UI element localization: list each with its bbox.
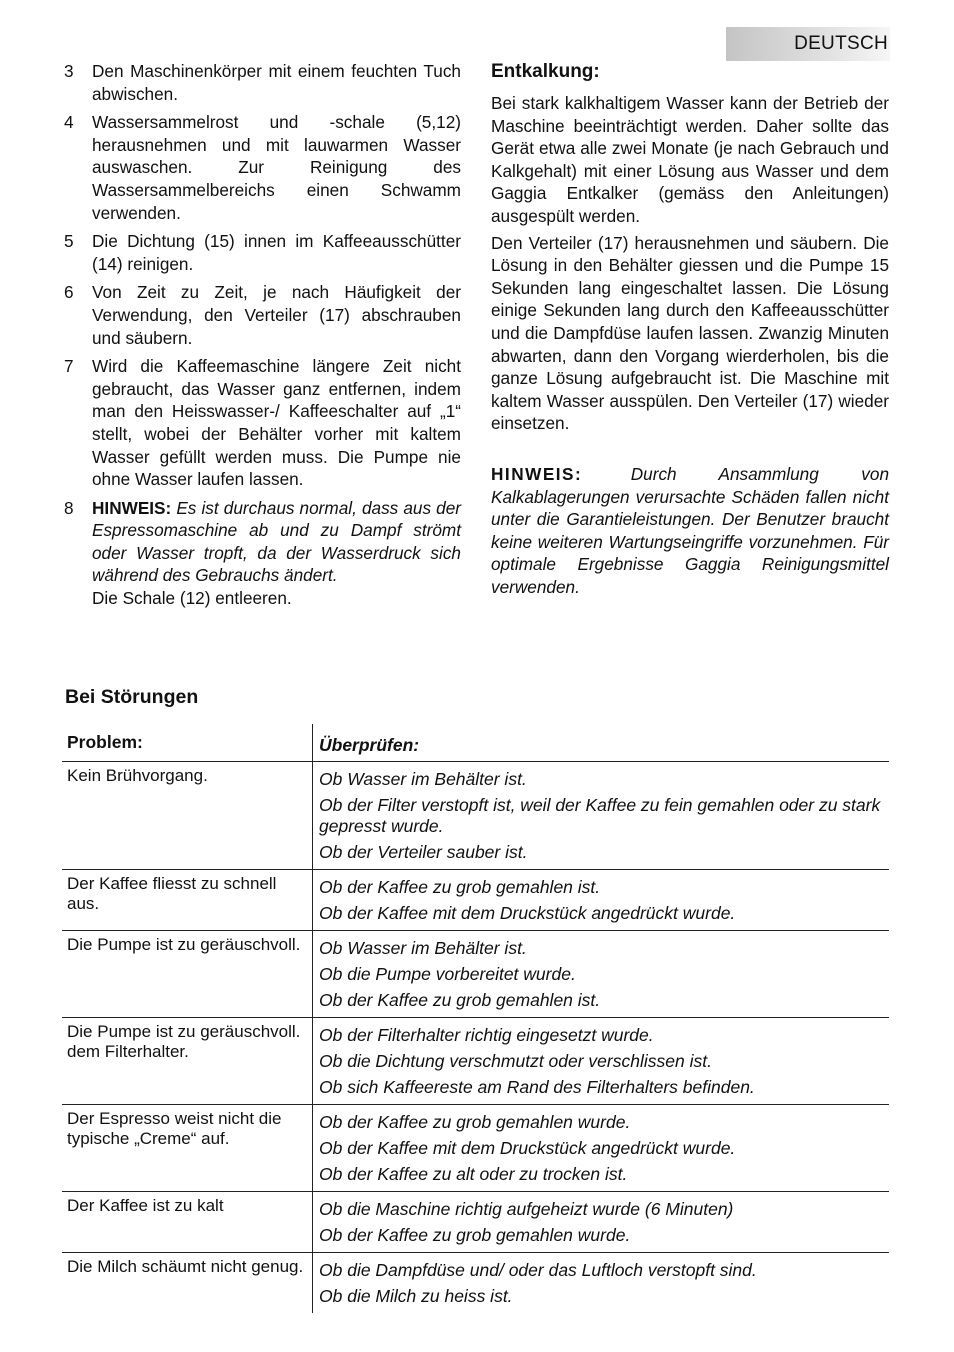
note-label: HINWEIS:	[491, 463, 583, 484]
table-row	[62, 1253, 889, 1313]
note-text: Es ist durchaus normal, dass aus der Espressomaschine ab und zu Dampf strömt oder Wasser tropft, da der Wasserdruck sich während des Gebrauchs ändert.	[92, 497, 461, 586]
step-7	[64, 355, 461, 491]
check-item: Ob die Dampfdüse und/ oder das Luftloch verstopft sind.	[319, 1259, 757, 1280]
step-number: 3	[64, 61, 74, 81]
language-tab: DEUTSCH	[726, 27, 890, 61]
troubleshooting-table	[62, 724, 889, 1313]
problem-cell: Kein Brühvorgang.	[67, 766, 208, 785]
step-number: 8	[64, 497, 74, 518]
table-row	[62, 870, 889, 931]
table-header	[62, 724, 889, 762]
step-number: 6	[64, 282, 74, 303]
problem-cell: Der Kaffee fliesst zu schnell aus.	[67, 874, 277, 913]
check-cell	[312, 1105, 889, 1191]
descaling-paragraph-1: Bei stark kalkhaltigem Wasser kann der Betrieb der Maschine beeinträchtigt werden. Daher sollte das Gerät etwa alle zwei Monate (je nach Gebrauch und Kalkgehalt) mit einer Lösung aus Wasser und dem Gaggia Entkalker (gemäss den Anleitungen) ausgespült werden.	[491, 93, 889, 226]
check-cell	[312, 762, 889, 869]
table-row	[62, 1192, 889, 1253]
step-3	[64, 60, 461, 105]
problem-cell: Der Espresso weist nicht die typische „Creme“ auf.	[67, 1109, 282, 1148]
check-item: Ob der Kaffee zu grob gemahlen wurde.	[319, 1111, 631, 1132]
check-item: Ob der Kaffee zu grob gemahlen wurde.	[319, 1224, 631, 1245]
step-text: Von Zeit zu Zeit, je nach Häufigkeit der Verwendung, den Verteiler (17) abschrauben und säubern.	[92, 282, 461, 348]
problem-cell: Die Milch schäumt nicht genug.	[67, 1257, 304, 1276]
step-extra: Die Schale (12) entleeren.	[92, 588, 292, 609]
table-row	[62, 1105, 889, 1192]
check-item: Ob die Milch zu heiss ist.	[319, 1285, 513, 1306]
step-text: Wird die Kaffeemaschine längere Zeit nicht gebraucht, das Wasser ganz entfernen, indem man den Heisswasser-/ Kaffeeschalter auf „1“ stellt, wobei der Behälter vorher mit kaltem Wasser gefüllt werden muss. Die Pumpe nie ohne Wasser laufen lassen.	[92, 356, 461, 490]
check-cell	[312, 931, 889, 1017]
check-item: Ob Wasser im Behälter ist.	[319, 937, 527, 958]
step-text: Den Maschinenkörper mit einem feuchten Tuch abwischen.	[92, 61, 461, 104]
step-number: 5	[64, 231, 74, 252]
step-8	[64, 497, 461, 610]
check-cell	[312, 1192, 889, 1252]
descaling-note	[491, 463, 889, 599]
check-item: Ob der Filterhalter richtig eingesetzt wurde.	[319, 1024, 654, 1045]
problem-cell: Die Pumpe ist zu geräuschvoll.	[67, 935, 301, 954]
check-item: Ob der Kaffee zu grob gemahlen ist.	[319, 989, 601, 1010]
check-item: Ob der Verteiler sauber ist.	[319, 841, 528, 862]
check-item: Ob der Kaffee mit dem Druckstück angedrückt wurde.	[319, 902, 736, 923]
check-item: Ob Wasser im Behälter ist.	[319, 768, 527, 789]
table-row	[62, 762, 889, 870]
column-header-check: Überprüfen:	[312, 724, 889, 761]
step-6	[64, 281, 461, 349]
step-text: Wassersammelrost und -schale (5,12) herausnehmen und mit lauwarmen Wasser auswaschen. Zur Reinigung des Wassersammelbereichs einen Schwamm verwenden.	[92, 112, 461, 223]
cleaning-steps	[64, 60, 461, 616]
column-header-problem: Problem:	[67, 732, 143, 752]
check-item: Ob die Dichtung verschmutzt oder verschlissen ist.	[319, 1050, 712, 1071]
check-item: Ob die Pumpe vorbereitet wurde.	[319, 963, 576, 984]
check-cell	[312, 870, 889, 930]
check-item: Ob sich Kaffeereste am Rand des Filterhalters befinden.	[319, 1076, 755, 1097]
descaling-title: Entkalkung:	[491, 61, 600, 82]
table-row	[62, 931, 889, 1018]
descaling-paragraph-2: Den Verteiler (17) herausnehmen und säubern. Die Lösung in den Behälter giessen und die Pumpe 15 Sekunden lang eingeschaltet lassen. Die Lösung einige Sekunden lang durch den Kaffeeausschütter und die Dampfdüse laufen lassen. Zwanzig Minuten abwarten, dann den Vorgang wierderholen, bis die ganze Lösung aufgebraucht ist. Die Maschine mit kaltem Wasser ausspülen. Den Verteiler (17) wieder einsetzen.	[491, 232, 889, 434]
step-number: 7	[64, 356, 74, 377]
check-cell	[312, 1253, 889, 1313]
step-5	[64, 230, 461, 275]
step-text: Die Dichtung (15) innen im Kaffeeausschütter (14) reinigen.	[92, 231, 461, 274]
note-label: HINWEIS:	[92, 497, 172, 518]
table-row	[62, 1018, 889, 1105]
check-item: Ob der Kaffee zu alt oder zu trocken ist.	[319, 1163, 628, 1184]
check-item: Ob die Maschine richtig aufgeheizt wurde (6 Minuten)	[319, 1198, 734, 1219]
problem-cell: Der Kaffee ist zu kalt	[67, 1196, 224, 1215]
step-number: 4	[64, 112, 74, 133]
check-item: Ob der Filter verstopft ist, weil der Kaffee zu fein gemahlen oder zu stark gepresst wurde.	[319, 794, 881, 836]
problem-cell: Die Pumpe ist zu geräuschvoll. dem Filterhalter.	[67, 1022, 301, 1061]
troubleshooting-title: Bei Störungen	[65, 686, 199, 708]
note-text: Durch Ansammlung von Kalkablagerungen verursachte Schäden fallen nicht unter die Garantieleistungen. Der Benutzer braucht keine weiteren Wartungseingriffe vorzunehmen. Für optimale Ergebnisse Gaggia Reinigungsmittel verwenden.	[491, 463, 890, 597]
step-4	[64, 111, 461, 224]
descaling-section	[491, 60, 889, 598]
check-cell	[312, 1018, 889, 1104]
check-item: Ob der Kaffee mit dem Druckstück angedrückt wurde.	[319, 1137, 736, 1158]
check-item: Ob der Kaffee zu grob gemahlen ist.	[319, 876, 601, 897]
